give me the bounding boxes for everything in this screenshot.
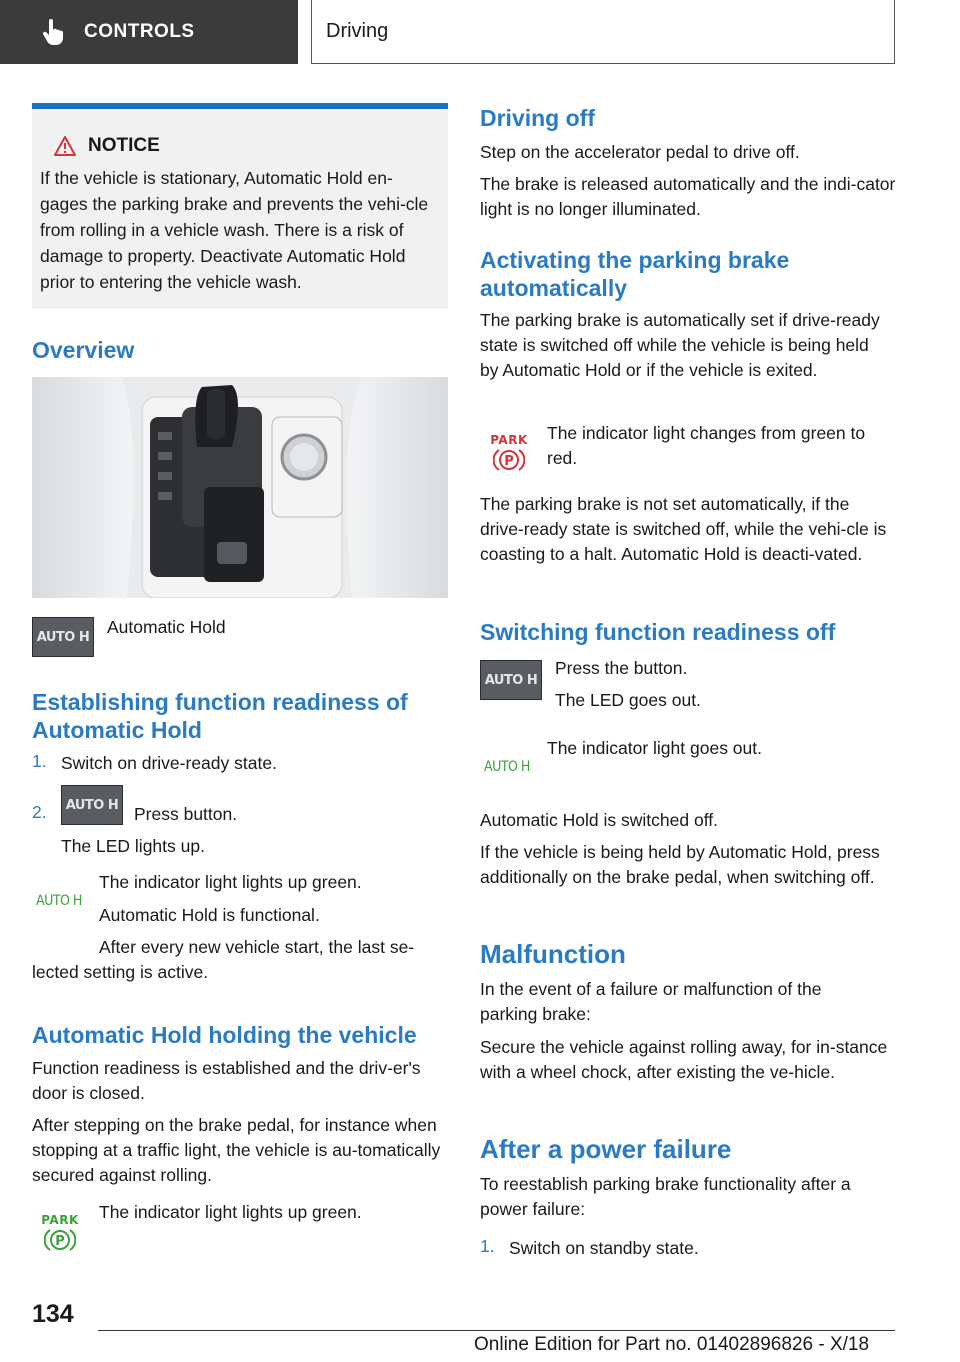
chapter-label: Driving — [326, 20, 389, 42]
notice-box — [32, 103, 448, 309]
holding-heading: Automatic Hold holding the vehicle — [32, 1022, 417, 1048]
overview-heading: Overview — [32, 337, 135, 363]
footer-divider — [98, 1330, 895, 1331]
section-tab[interactable] — [0, 0, 298, 64]
overview-caption: Automatic Hold — [107, 617, 226, 637]
auto-hold-button-icon: AUTO H — [480, 660, 542, 700]
driving-off-text: Step on the accelerator pedal to drive off. — [480, 142, 800, 162]
driving-off-heading: Driving off — [480, 105, 595, 131]
step-text: Switch on standby state. — [509, 1238, 699, 1258]
footer-edition: Online Edition for Part no. 01402896826 - X/18 — [474, 1334, 870, 1355]
step-number: 1. — [480, 1236, 495, 1256]
warning-triangle-icon — [54, 136, 76, 156]
power-failure-text: To reestablish parking brake functionality after a power failure: — [480, 1174, 851, 1219]
step-number: 2. — [32, 802, 47, 822]
step-number: 1. — [32, 751, 47, 771]
center-console-illustration — [32, 377, 448, 598]
section-label: CONTROLS — [84, 21, 195, 42]
switching-off-text: Automatic Hold is switched off. — [480, 810, 718, 830]
holding-indicator-text: The indicator light lights up green. — [99, 1202, 362, 1222]
switching-off-indicator-text: The indicator light goes out. — [547, 738, 762, 758]
switching-off-text: Press the button. — [555, 658, 688, 678]
holding-text: After stepping on the brake pedal, for instance when stopping at a traffic light, the vehicle is au-tomatically secured against rolling. — [32, 1115, 441, 1185]
step-text: Switch on drive-ready state. — [61, 753, 277, 773]
malfunction-text: In the event of a failure or malfunction of the parking brake: — [480, 979, 822, 1024]
page-number: 134 — [32, 1300, 74, 1328]
center-console-photo — [32, 377, 448, 598]
park-indicator-red-icon: PARK P — [489, 433, 529, 478]
activating-indicator-text: The indicator light changes from green to red. — [547, 423, 866, 468]
activating-heading: Activating the parking brake automatically — [480, 247, 790, 301]
auto-hold-indicator-green-icon: AUTO H — [36, 893, 82, 909]
notice-title: NOTICE — [54, 135, 440, 157]
step-text: Press button. — [134, 804, 238, 824]
indicator-text: Automatic Hold is functional. — [99, 905, 320, 925]
park-symbol: P — [504, 454, 514, 469]
activating-text: The parking brake is automatically set if drive-ready state is switched off while the vehicle is being held by Automatic Hold or if the vehicle is exited. — [480, 310, 880, 380]
park-indicator-green-icon: PARK P — [40, 1213, 80, 1258]
auto-hold-button-icon: AUTO H — [32, 617, 94, 657]
holding-text: Function readiness is established and the driv-er's door is closed. — [32, 1058, 421, 1103]
chapter-tab[interactable] — [311, 0, 895, 64]
switching-off-text: If the vehicle is being held by Automatic Hold, press additionally on the brake pedal, when switching off. — [480, 842, 880, 887]
park-symbol: P — [55, 1234, 65, 1249]
activating-text: The parking brake is not set automatically, if the drive-ready state is switched off, while the vehi-cle is coasting to a halt. Automatic Hold is deacti-vated. — [480, 494, 887, 564]
hand-pointer-icon — [40, 19, 66, 45]
indicator-text: After every new vehicle start, the last se-lected setting is active. — [32, 937, 415, 982]
switching-off-heading: Switching function readiness off — [480, 619, 836, 645]
park-circle-icon — [44, 1227, 76, 1253]
malfunction-text: Secure the vehicle against rolling away, for in-stance with a wheel chock, after existing the ve-hicle. — [480, 1037, 888, 1082]
malfunction-heading: Malfunction — [480, 939, 626, 969]
switching-off-text: The LED goes out. — [555, 690, 701, 710]
notice-text: If the vehicle is stationary, Automatic Hold en-gages the parking brake and prevents the vehi-cle from rolling in a vehicle wash. There is a risk of damage to property. Deactivate Automatic Hold prior to entering the vehicle wash. — [40, 168, 429, 292]
driving-off-text: The brake is released automatically and the indi-cator light is no longer illuminated. — [480, 174, 896, 219]
establishing-heading: Establishing function readiness of Automatic Hold — [32, 689, 408, 743]
power-failure-heading: After a power failure — [480, 1134, 732, 1164]
auto-hold-button-icon: AUTO H — [61, 785, 123, 825]
park-circle-icon — [493, 447, 525, 473]
auto-hold-indicator-green-icon: AUTO H — [484, 759, 530, 775]
led-text: The LED lights up. — [61, 836, 205, 856]
indicator-text: The indicator light lights up green. — [99, 872, 362, 892]
